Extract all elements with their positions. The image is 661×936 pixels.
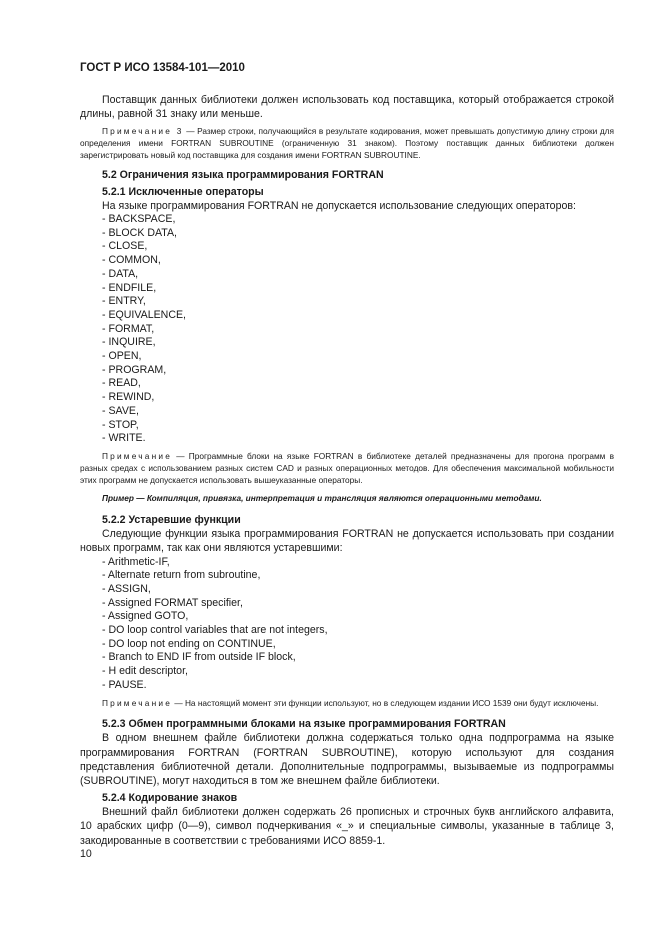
section-5-2-4-heading: 5.2.4 Кодирование знаков [102, 792, 238, 805]
list-item: - Alternate return from subroutine, [102, 569, 261, 582]
section-5-2-2-heading: 5.2.2 Устаревшие функции [102, 514, 241, 527]
list-item: - ENTRY, [102, 295, 146, 308]
list-item: - READ, [102, 377, 141, 390]
intro-paragraph: Поставщик данных библиотеки должен использовать код поставщика, который отображается строкой длины, равной 31 знаку или меньше. [80, 94, 614, 121]
list-item: - DATA, [102, 267, 139, 280]
list-item: - Assigned FORMAT specifier, [102, 596, 243, 609]
list-item: - DO loop control variables that are not integers, [102, 624, 328, 637]
note-text: — На настоящий момент эти функции используют, но в следующем издании ИСО 1539 они будут исключены. [172, 697, 599, 708]
note-text: — Программные блоки на языке FORTRAN в библиотеке деталей предназначены для прогона программ в разных средах с использованием разных систем CAD и разных операционных методов. Для обеспечения максимальной мобильности этих программ не допускается использовать вышеуказанные операторы. [80, 450, 614, 485]
section-5-2-4-paragraph: Внешний файл библиотеки должен содержать 26 прописных и строчных букв английского алфавита, 10 арабских цифр (0—9), символ подчеркивания «_» и специальные символы, указанные в таблице 3, закодированные в соответствии с требованиями ИСО 8859-1. [80, 806, 614, 847]
section-5-2-3-paragraph: В одном внешнем файле библиотеки должна содержаться только одна подпрограмма на языке программирования FORTRAN (FORTRAN SUBROUTINE), которую используют для создания представления библиотечной детали. Дополнительные подпрограммы, вызываемые из подпрограммы (SUBROUTINE), могут находиться в том же внешнем файле библиотеки. [80, 732, 614, 787]
list-item: - REWIND, [102, 391, 155, 404]
list-item: - FORMAT, [102, 322, 155, 335]
list-item: - INQUIRE, [102, 336, 156, 349]
note-label: Примечание [102, 450, 173, 461]
document-page [80, 62, 614, 848]
note-3 [80, 126, 614, 161]
list-item: - ASSIGN, [102, 582, 151, 595]
section-5-2-1-intro: На языке программирования FORTRAN не допускается использование следующих операторов: [102, 199, 576, 212]
obsolete-features-list [80, 556, 614, 693]
list-item: - WRITE. [102, 432, 146, 445]
section-5-2-1-heading: 5.2.1 Исключенные операторы [102, 185, 264, 198]
list-item: - SAVE, [102, 404, 139, 417]
list-item: - Branch to END IF from outside IF block, [102, 651, 296, 664]
list-item: - STOP, [102, 418, 139, 431]
list-item: - Arithmetic-IF, [102, 555, 170, 568]
list-item: - COMMON, [102, 254, 161, 267]
standard-header: ГОСТ Р ИСО 13584-101—2010 [80, 62, 245, 74]
list-item: - H edit descriptor, [102, 665, 188, 678]
section-5-2-heading: 5.2 Ограничения языка программирования FORTRAN [102, 168, 384, 181]
list-item: - BACKSPACE, [102, 213, 176, 225]
list-item: - PROGRAM, [102, 363, 167, 376]
list-item: - BLOCK DATA, [102, 226, 177, 239]
note-text: — Размер строки, получающийся в результате кодирования, может превышать допустимую длину строки для определения имени FORTRAN SUBROUTINE (ограниченную 31 знаком). Поэтому поставщик данных библиотеки должен зарегистрировать новый код поставщика для создания имени FORTRAN SUBROUTINE. [80, 126, 615, 160]
note-label: Примечание 3 [102, 126, 184, 137]
list-item: - ENDFILE, [102, 281, 157, 294]
list-item: - Assigned GOTO, [102, 610, 189, 623]
page-number: 10 [80, 848, 92, 860]
list-item: - OPEN, [102, 350, 142, 363]
list-item: - CLOSE, [102, 240, 148, 253]
note-5-2-1 [80, 451, 614, 486]
list-item: - EQUIVALENCE, [102, 308, 186, 321]
section-5-2-3-heading: 5.2.3 Обмен программными блоками на языке программирования FORTRAN [102, 718, 506, 731]
list-item: - DO loop not ending on CONTINUE, [102, 637, 276, 650]
excluded-operators-list [80, 213, 614, 446]
note-label: Примечание [102, 697, 173, 708]
list-item: - PAUSE. [102, 678, 147, 691]
example-5-2-1: Пример — Компиляция, привязка, интерпретация и трансляция являются операционными методами. [102, 493, 542, 504]
section-5-2-2-intro: Следующие функции языка программирования FORTRAN не допускается использовать при создании новых программ, так как они являются устаревшими: [80, 528, 614, 555]
note-5-2-2 [80, 698, 614, 710]
